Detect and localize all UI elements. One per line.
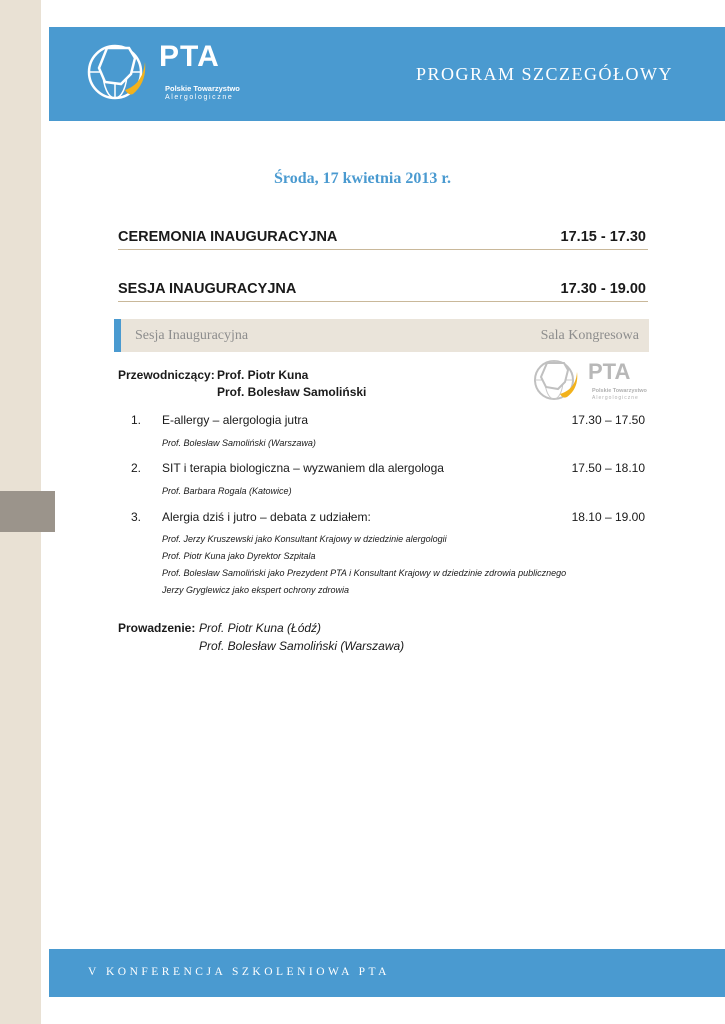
item-speaker: Prof. Barbara Rogala (Katowice)	[162, 486, 292, 496]
item-speaker: Prof. Jerzy Kruszewski jako Konsultant Krajowy w dziedzinie alergologii	[162, 534, 447, 544]
logo-subtitle: Polskie Towarzystwo	[592, 388, 647, 394]
program-date: Środa, 17 kwietnia 2013 r.	[274, 170, 451, 187]
item-title: Alergia dziś i jutro – debata z udziałem:	[162, 510, 371, 524]
page-title: PROGRAM SZCZEGÓŁOWY	[415, 64, 673, 84]
left-page-tab	[0, 491, 55, 532]
moderator-name: Prof. Piotr Kuna (Łódź)	[199, 621, 322, 635]
logo-subtitle-2: Alergologiczne	[165, 94, 234, 101]
session-header-bar	[114, 319, 649, 352]
item-time: 18.10 – 19.00	[571, 510, 645, 524]
item-speaker: Jerzy Gryglewicz jako ekspert ochrony zdrowia	[162, 585, 350, 595]
logo-subtitle-2: Alergologiczne	[592, 395, 639, 401]
globe-logo-icon	[85, 40, 155, 104]
session-name: Sesja Inauguracyjna	[135, 328, 249, 343]
section-name: CEREMONIA INAUGURACYJNA	[118, 229, 338, 245]
moderator-name: Prof. Bolesław Samoliński (Warszawa)	[199, 639, 405, 653]
page-header	[49, 27, 725, 121]
logo-wordmark: PTA	[159, 40, 220, 73]
item-title: E-allergy – alergologia jutra	[162, 413, 309, 427]
item-speaker: Prof. Bolesław Samoliński jako Prezydent PTA i Konsultant Krajowy w dziedzinie zdrowia publicznego	[162, 568, 567, 578]
footer-text: V KONFERENCJA SZKOLENIOWA PTA	[88, 966, 390, 978]
item-speaker: Prof. Bolesław Samoliński (Warszawa)	[162, 438, 316, 448]
section-inaugural-session	[118, 281, 648, 302]
page-footer	[49, 949, 725, 997]
item-title: SIT i terapia biologiczna – wyzwaniem dla alergologa	[162, 461, 444, 475]
item-number: 3.	[131, 510, 142, 524]
item-number: 1.	[131, 413, 142, 427]
section-name: SESJA INAUGURACYJNA	[118, 281, 297, 297]
logo-subtitle: Polskie Towarzystwo	[165, 84, 240, 93]
chair-name: Prof. Bolesław Samoliński	[217, 385, 367, 399]
section-time: 17.30 - 19.00	[560, 281, 646, 297]
section-ceremony	[118, 229, 648, 250]
item-time: 17.30 – 17.50	[571, 413, 645, 427]
globe-logo-icon	[530, 357, 586, 403]
item-number: 2.	[131, 461, 142, 475]
logo-wordmark: PTA	[588, 359, 631, 384]
pta-logo	[85, 40, 245, 104]
pta-logo-watermark	[530, 357, 650, 403]
chairs-label: Przewodniczący:	[118, 368, 215, 382]
session-room: Sala Kongresowa	[540, 328, 639, 343]
section-time: 17.15 - 17.30	[560, 229, 646, 245]
moderators-label: Prowadzenie:	[118, 621, 196, 635]
item-time: 17.50 – 18.10	[571, 461, 645, 475]
item-speaker: Prof. Piotr Kuna jako Dyrektor Szpitala	[162, 551, 316, 561]
chair-name: Prof. Piotr Kuna	[217, 368, 309, 382]
